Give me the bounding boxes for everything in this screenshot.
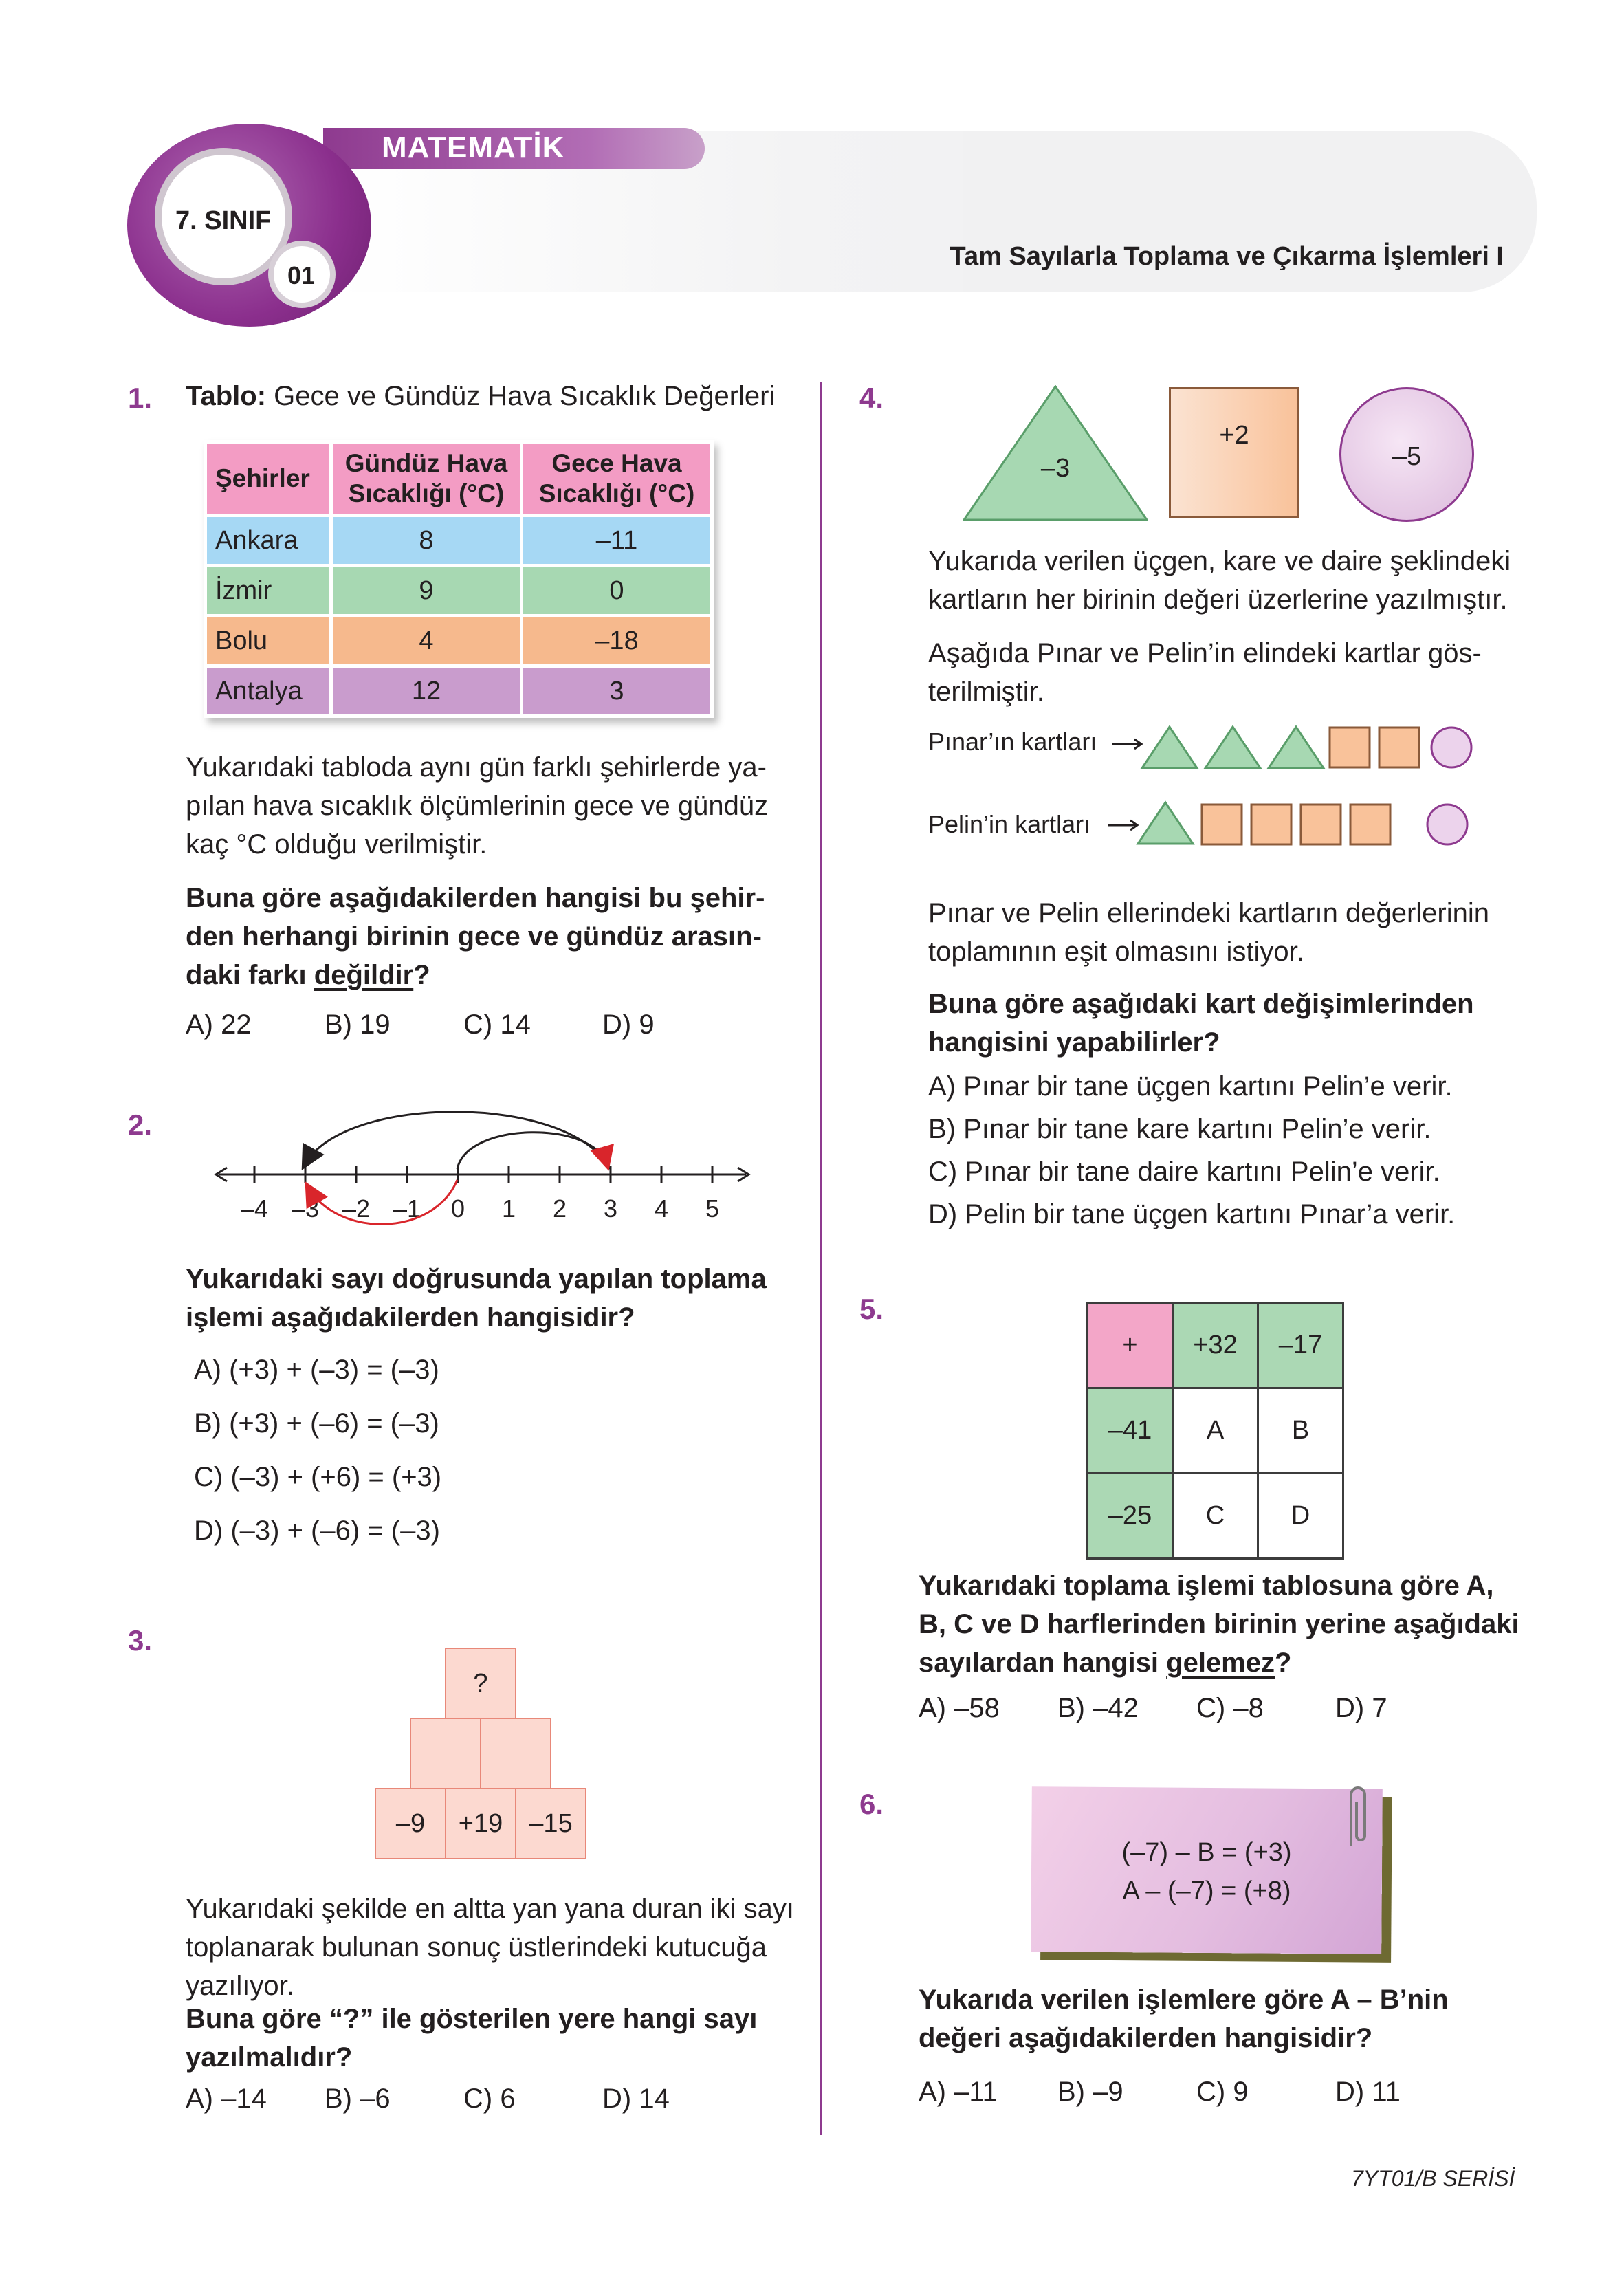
q5-option-d[interactable]: D) 7 [1335, 1693, 1387, 1723]
text-line: (–7) – B = (+3) [1121, 1838, 1292, 1867]
table-cell: C [1173, 1474, 1258, 1559]
q1-option-b[interactable]: B) 19 [325, 1009, 391, 1040]
text-line: Yukarıda verilen işlemlere göre A – B’nin [919, 1985, 1449, 2015]
table-row [206, 516, 712, 566]
table-row [206, 666, 712, 717]
q1-col-day: Gündüz Hava Sıcaklığı (°C) [331, 442, 522, 516]
table-cell: 9 [331, 566, 522, 616]
q2-option-b[interactable]: B) (+3) + (–6) = (–3) [194, 1408, 439, 1439]
q1-option-a[interactable]: A) 22 [186, 1009, 252, 1040]
table-cell: 4 [331, 616, 522, 666]
text-part: ? [413, 960, 430, 990]
table-cell: –11 [522, 516, 712, 566]
q1-description [186, 748, 768, 864]
q4-question [928, 985, 1474, 1062]
q2-number: 2. [128, 1108, 153, 1141]
topic-title: Tam Sayılarla Toplama ve Çıkarma İşlemleri I [950, 242, 1504, 271]
table-cell: 3 [522, 666, 712, 717]
text-line: hangisini yapabilirler? [928, 1027, 1220, 1058]
q4-option-c[interactable]: C) Pınar bir tane daire kartını Pelin’e verir. [928, 1157, 1440, 1187]
q3-option-c[interactable]: C) 6 [463, 2084, 516, 2114]
q3-option-b[interactable]: B) –6 [325, 2084, 391, 2114]
arc-long [305, 1112, 610, 1169]
text-line [919, 1643, 1519, 1682]
square-card [1251, 805, 1291, 844]
q1-caption-text: Gece ve Gündüz Hava Sıcaklık Değerleri [266, 381, 776, 411]
q6-question [919, 1980, 1449, 2057]
square-card [1330, 728, 1370, 767]
q2-option-a[interactable]: A) (+3) + (–3) = (–3) [194, 1355, 439, 1385]
text-line: yazılıyor. [186, 1971, 294, 2001]
table-cell: Antalya [206, 666, 331, 717]
text-line: Yukarıdaki sayı doğrusunda yapılan toplama [186, 1264, 767, 1294]
q3-description [186, 1890, 794, 2005]
pyramid-middle-right-box [480, 1718, 551, 1789]
table-row [1088, 1388, 1343, 1474]
text-line: toplamının eşit olmasını istiyor. [928, 937, 1304, 967]
q5-question [919, 1566, 1519, 1682]
q5-option-b[interactable]: B) –42 [1057, 1693, 1139, 1723]
number-line-label: 1 [501, 1194, 516, 1223]
text-line: kaç °C olduğu verilmiştir. [186, 829, 487, 860]
grade-label: 7. SINIF [175, 206, 272, 235]
number-line-label: 3 [603, 1194, 618, 1223]
text-line: Aşağıda Pınar ve Pelin’in elindeki kartlar gös- [928, 638, 1482, 668]
text-part: sayılardan hangisi [919, 1648, 1167, 1678]
text-line: Buna göre “?” ile gösterilen yere hangi sayı [186, 2004, 758, 2034]
table-cell: –25 [1088, 1474, 1173, 1559]
pyramid-top-box: ? [445, 1648, 516, 1719]
triangle-card [1142, 727, 1197, 768]
q1-question [186, 879, 765, 994]
text-line: Yukarıdaki toplama işlemi tablosuna göre A, [919, 1571, 1494, 1601]
table-cell: 0 [522, 566, 712, 616]
q1-caption-bold: Tablo: [186, 381, 267, 411]
table-cell: Ankara [206, 516, 331, 566]
q1-option-c[interactable]: C) 14 [463, 1009, 531, 1040]
q1-table-header [206, 442, 712, 516]
q3-question [186, 2000, 757, 2077]
text-line: den herhangi birinin gece ve gündüz arasın- [186, 921, 762, 952]
q5-number: 5. [859, 1293, 884, 1325]
table-cell: –17 [1258, 1303, 1343, 1388]
q3-option-d[interactable]: D) 14 [602, 2084, 670, 2114]
text-line: Buna göre aşağıdakilerden hangisi bu şehir- [186, 883, 765, 913]
text-line: B, C ve D harflerinden birinin yerine aşağıdaki [919, 1609, 1519, 1639]
q6-note-text [1031, 1833, 1382, 1910]
text-line: yazılmalıdır? [186, 2042, 353, 2073]
number-line-label: 5 [705, 1194, 720, 1223]
underlined-word: gelemez [1166, 1648, 1275, 1678]
table-cell: D [1258, 1474, 1343, 1559]
text-line: kartların her birinin değeri üzerlerine yazılmıştır. [928, 584, 1508, 615]
triangle-card [1269, 727, 1324, 768]
q6-number: 6. [859, 1788, 884, 1820]
test-number: 01 [287, 261, 316, 289]
table-row [1088, 1474, 1343, 1559]
text-line: Yukarıdaki tabloda aynı gün farklı şehirlerde ya- [186, 752, 767, 783]
square-card [1350, 805, 1390, 844]
q4-circle-card: –5 [1339, 387, 1474, 522]
pelin-label: Pelin’in kartları [928, 810, 1091, 838]
q1-col-night: Gece Hava Sıcaklığı (°C) [522, 442, 712, 516]
circle-card [1427, 805, 1467, 844]
number-line-label: 4 [654, 1194, 669, 1223]
table-cell: B [1258, 1388, 1343, 1474]
number-line-label: –3 [291, 1194, 320, 1223]
pinar-cards [1111, 723, 1482, 772]
table-cell: 12 [331, 666, 522, 717]
pelin-cards [1107, 799, 1478, 847]
arrow-icon [1108, 820, 1137, 830]
series-code: 7YT01/B SERİSİ [1351, 2166, 1515, 2191]
table-row [206, 566, 712, 616]
text-line: Buna göre aşağıdaki kart değişimlerinden [928, 989, 1474, 1019]
column-divider [820, 382, 822, 2135]
arc-red [308, 1180, 457, 1224]
subject-title: MATEMATİK [382, 131, 565, 164]
q2-option-d[interactable]: D) (–3) + (–6) = (–3) [194, 1516, 440, 1546]
q4-number: 4. [859, 382, 884, 414]
q1-col-city: Şehirler [206, 442, 331, 516]
pyramid-bottom-box: –9 [375, 1788, 446, 1859]
text-line: değeri aşağıdakilerden hangisidir? [919, 2023, 1373, 2053]
q4-option-b[interactable]: B) Pınar bir tane kare kartını Pelin’e verir. [928, 1114, 1431, 1144]
number-line-label: –2 [342, 1194, 371, 1223]
table-cell: –18 [522, 616, 712, 666]
q2-number-line [206, 1100, 756, 1265]
square-card [1379, 728, 1419, 767]
text-line: A – (–7) = (+8) [1122, 1877, 1291, 1905]
triangle-shape [964, 386, 1147, 520]
q2-question [186, 1260, 767, 1337]
q4-text1 [928, 542, 1511, 619]
table-cell: +32 [1173, 1303, 1258, 1388]
q1-caption [186, 377, 775, 415]
number-line-label: –1 [393, 1194, 421, 1223]
pyramid-bottom-box: +19 [445, 1788, 516, 1859]
text-line: Yukarıda verilen üçgen, kare ve daire şeklindeki [928, 546, 1511, 576]
table-cell: –41 [1088, 1388, 1173, 1474]
number-line-label: –4 [240, 1194, 269, 1223]
q5-addition-table [1086, 1302, 1344, 1560]
q5-option-a[interactable]: A) –58 [919, 1693, 1000, 1723]
table-cell: + [1088, 1303, 1173, 1388]
square-card [1202, 805, 1242, 844]
text-line: işlemi aşağıdakilerden hangisidir? [186, 1302, 635, 1333]
q3-option-a[interactable]: A) –14 [186, 2084, 267, 2114]
text-line [186, 956, 765, 994]
q5-option-c[interactable]: C) –8 [1196, 1693, 1264, 1723]
q4-option-a[interactable]: A) Pınar bir tane üçgen kartını Pelin’e verir. [928, 1071, 1453, 1102]
q6-option-a[interactable]: A) –11 [919, 2077, 998, 2107]
q6-option-c[interactable]: C) 9 [1196, 2077, 1249, 2107]
table-row [1088, 1303, 1343, 1388]
text-line: Yukarıdaki şekilde en altta yan yana duran iki sayı [186, 1894, 794, 1924]
text-line: toplanarak bulunan sonuç üstlerindeki kutucuğa [186, 1932, 767, 1963]
q4-square-card: +2 [1169, 387, 1299, 518]
table-cell: İzmir [206, 566, 331, 616]
triangle-card [1205, 727, 1260, 768]
pyramid-bottom-box: –15 [515, 1788, 586, 1859]
q2-option-c[interactable]: C) (–3) + (+6) = (+3) [194, 1462, 442, 1492]
arc-short [457, 1133, 607, 1169]
table-cell: Bolu [206, 616, 331, 666]
circle-card [1431, 728, 1471, 767]
q1-option-d[interactable]: D) 9 [602, 1009, 655, 1040]
table-cell: 8 [331, 516, 522, 566]
number-line-label: 0 [450, 1194, 465, 1223]
q4-option-d[interactable]: D) Pelin bir tane üçgen kartını Pınar’a verir. [928, 1199, 1456, 1229]
triangle-card [1138, 802, 1193, 844]
text-part: ? [1275, 1648, 1292, 1678]
table-row [206, 616, 712, 666]
q4-text2 [928, 634, 1482, 711]
table-cell: A [1173, 1388, 1258, 1474]
text-line: Pınar ve Pelin ellerindeki kartların değerlerinin [928, 898, 1489, 928]
q6-option-b[interactable]: B) –9 [1057, 2077, 1123, 2107]
q6-option-d[interactable]: D) 11 [1335, 2077, 1401, 2107]
pyramid-middle-left-box [410, 1718, 481, 1789]
q4-triangle-value: –3 [1040, 454, 1071, 483]
q3-number: 3. [128, 1624, 153, 1657]
text-part: daki farkı [186, 960, 314, 990]
pinar-label: Pınar’ın kartları [928, 728, 1097, 756]
q1-temperature-table [204, 440, 714, 718]
arrow-icon [1112, 739, 1141, 749]
q4-text3 [928, 894, 1489, 971]
q1-number: 1. [128, 382, 153, 414]
text-line: terilmiştir. [928, 677, 1044, 707]
number-line-label: 2 [552, 1194, 567, 1223]
text-line: pılan hava sıcaklık ölçümlerinin gece ve gündüz [186, 791, 769, 821]
underlined-word: değildir [314, 960, 414, 990]
square-card [1301, 805, 1341, 844]
